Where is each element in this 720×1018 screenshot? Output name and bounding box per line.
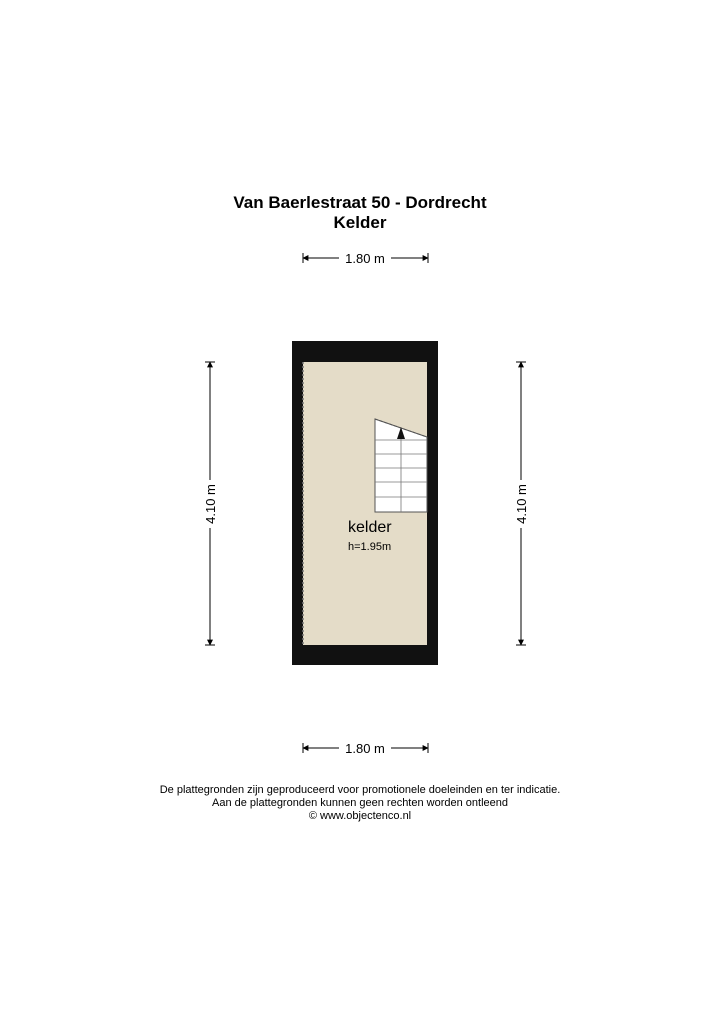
dimension-width-bottom	[303, 741, 428, 756]
dimension-height-left	[203, 362, 218, 645]
dimension-height-left-label: 4.10 m	[203, 484, 218, 524]
dimension-width-top	[303, 251, 428, 266]
disclaimer-line-2: Aan de plattegronden kunnen geen rechten worden ontleend	[211, 797, 508, 809]
disclaimer-line-1: De plattegronden zijn geproduceerd voor promotionele doeleinden en ter indicatie.	[159, 784, 561, 796]
dimension-width-top-label: 1.80 m	[345, 251, 385, 266]
dimension-height-right-label: 4.10 m	[514, 484, 529, 524]
room-height: h=1.95m	[348, 541, 392, 553]
room-name: kelder	[348, 519, 392, 536]
plan-address: Van Baerlestraat 50 - Dordrecht	[233, 193, 487, 212]
floor-name: Kelder	[333, 213, 387, 232]
dimension-height-right	[514, 362, 529, 645]
copyright-link[interactable]: © www.objectenco.nl	[308, 810, 412, 822]
dimension-width-bottom-label: 1.80 m	[345, 741, 385, 756]
